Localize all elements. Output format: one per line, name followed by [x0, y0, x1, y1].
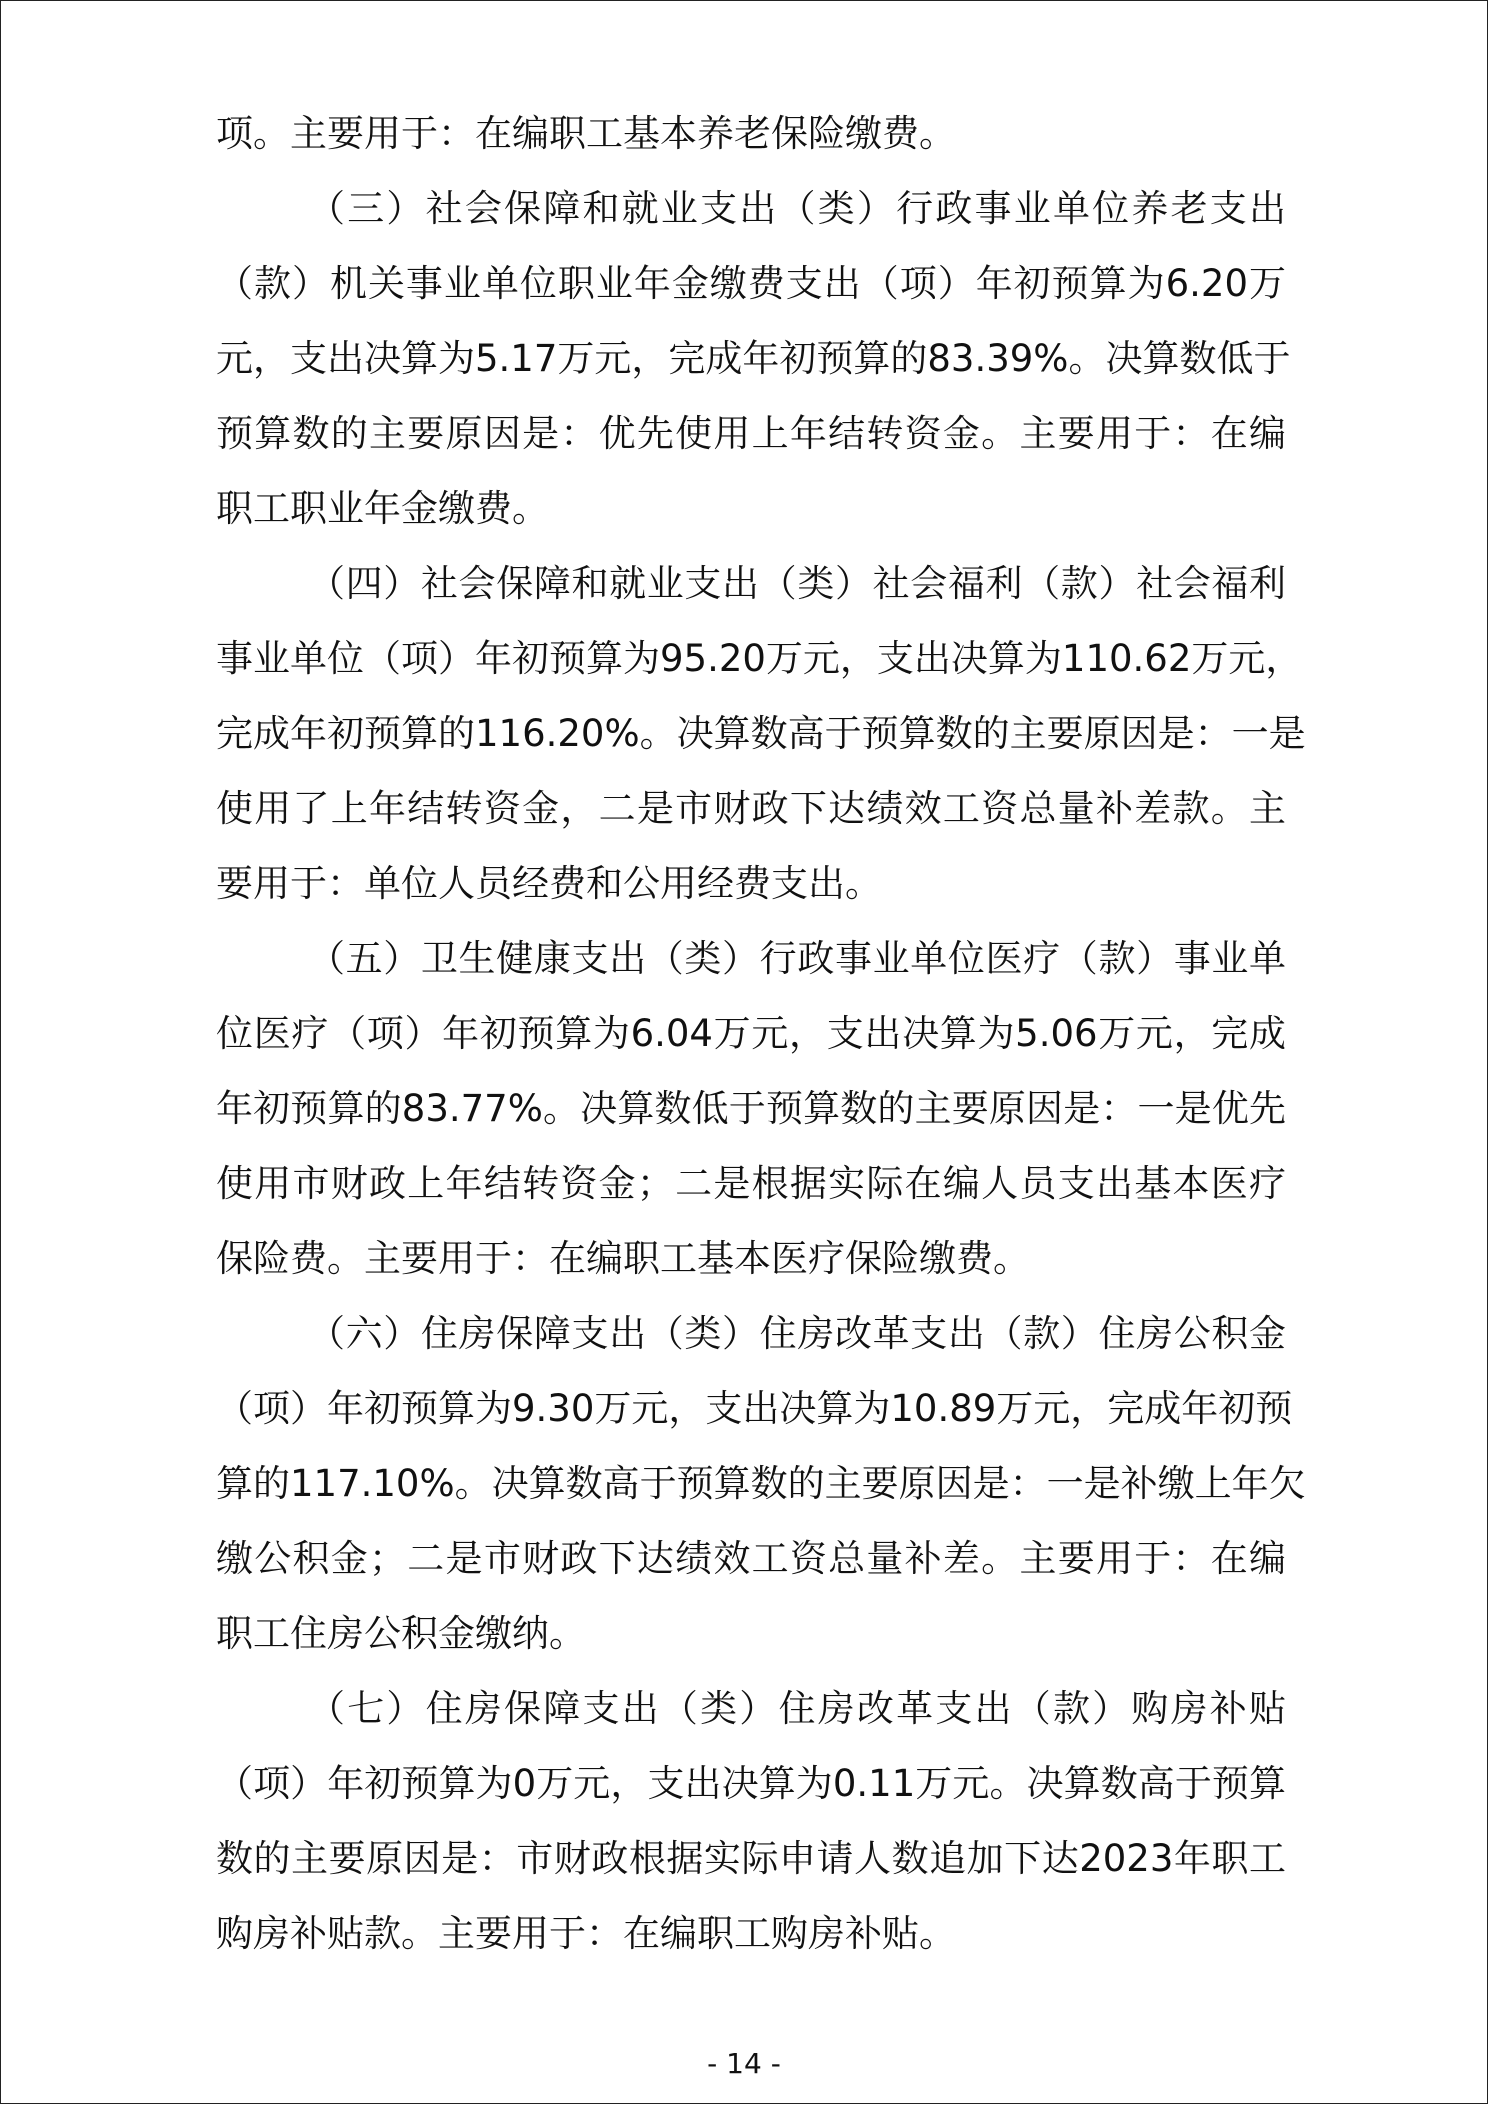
text-line: 使用了上年结转资金，二是市财政下达绩效工资总量补差款。主 [216, 787, 1286, 830]
text-line: 保险费。主要用于：在编职工基本医疗保险缴费。 [216, 1237, 1030, 1280]
text-line: 年初预算的83.77%。决算数低于预算数的主要原因是：一是优先 [216, 1087, 1286, 1130]
text-line: 预算数的主要原因是：优先使用上年结转资金。主要用于：在编 [216, 412, 1286, 455]
text-line: 项。主要用于：在编职工基本养老保险缴费。 [216, 112, 956, 155]
text-line: 元，支出决算为5.17万元，完成年初预算的83.39%。决算数低于 [216, 337, 1291, 380]
paragraph-heading-6: （六）住房保障支出（类）住房改革支出（款）住房公积金 [308, 1312, 1286, 1355]
text-line: 职工住房公积金缴纳。 [216, 1612, 586, 1655]
paragraph-heading-7: （七）住房保障支出（类）住房改革支出（款）购房补贴 [308, 1687, 1286, 1730]
page-number: - 14 - [707, 2047, 781, 2080]
paragraph-heading-5: （五）卫生健康支出（类）行政事业单位医疗（款）事业单 [308, 937, 1286, 980]
paragraph-heading-4: （四）社会保障和就业支出（类）社会福利（款）社会福利 [308, 562, 1286, 605]
text-line: 购房补贴款。主要用于：在编职工购房补贴。 [216, 1912, 956, 1955]
text-line: 算的117.10%。决算数高于预算数的主要原因是：一是补缴上年欠 [216, 1462, 1306, 1505]
text-line: 要用于：单位人员经费和公用经费支出。 [216, 862, 882, 905]
text-line: 位医疗（项）年初预算为6.04万元，支出决算为5.06万元，完成 [216, 1012, 1286, 1055]
paragraph-heading-3: （三）社会保障和就业支出（类）行政事业单位养老支出 [308, 187, 1286, 230]
text-line: 职工职业年金缴费。 [216, 487, 549, 530]
text-line: 缴公积金；二是市财政下达绩效工资总量补差。主要用于：在编 [216, 1537, 1286, 1580]
text-line: 事业单位（项）年初预算为95.20万元，支出决算为110.62万元， [216, 637, 1303, 680]
document-body [216, 96, 1306, 1971]
text-line: 使用市财政上年结转资金；二是根据实际在编人员支出基本医疗 [216, 1162, 1286, 1205]
text-line: （项）年初预算为0万元，支出决算为0.11万元。决算数高于预算 [216, 1762, 1286, 1805]
text-line: （款）机关事业单位职业年金缴费支出（项）年初预算为6.20万 [216, 262, 1286, 305]
text-line: 完成年初预算的116.20%。决算数高于预算数的主要原因是：一是 [216, 712, 1306, 755]
text-line: （项）年初预算为9.30万元，支出决算为10.89万元，完成年初预 [216, 1387, 1293, 1430]
text-line: 数的主要原因是：市财政根据实际申请人数追加下达2023年职工 [216, 1837, 1286, 1880]
